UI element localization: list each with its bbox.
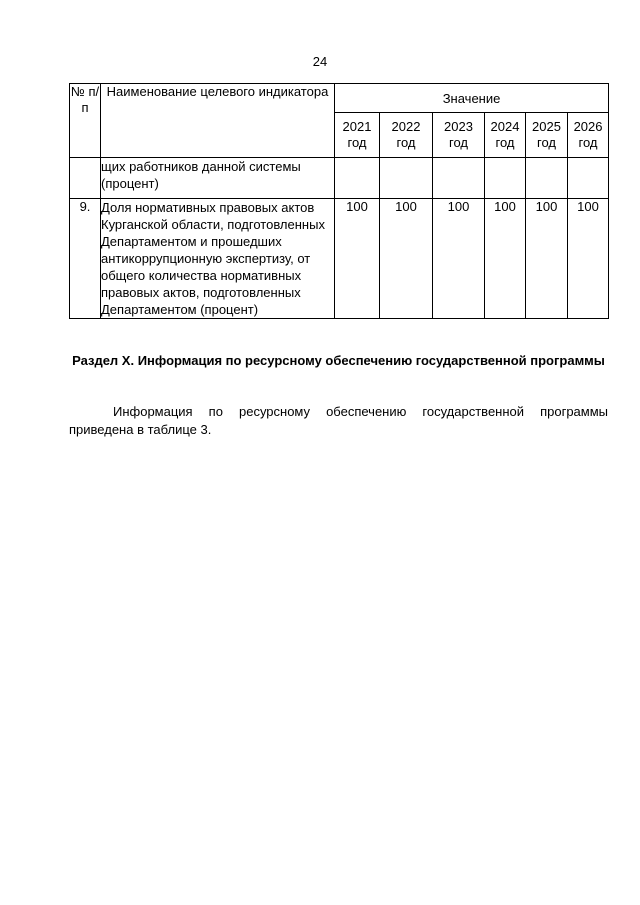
indicators-table: [69, 83, 609, 319]
value-cell: [568, 158, 609, 199]
value-cell: [485, 158, 526, 199]
value-cell: [335, 158, 380, 199]
row-number-cell: [70, 158, 101, 199]
value-cell: [526, 158, 568, 199]
year-unit: год: [578, 135, 598, 150]
year-number: 2026: [573, 119, 603, 134]
year-number: 2025: [532, 119, 561, 134]
column-header-indicator-name: Наименование целевого индикатора: [101, 84, 335, 158]
column-header-year: [485, 113, 526, 158]
year-number: 2022: [391, 119, 421, 134]
column-header-year: [526, 113, 568, 158]
column-header-year: [433, 113, 485, 158]
year-unit: год: [347, 135, 367, 150]
value-cell: [380, 158, 433, 199]
value-cell: 100: [485, 199, 526, 319]
table-header-row: [70, 84, 609, 113]
value-cell: 100: [335, 199, 380, 319]
column-header-year: [335, 113, 380, 158]
column-header-year: [380, 113, 433, 158]
value-cell: [433, 158, 485, 199]
year-number: 2023: [444, 119, 473, 134]
year-unit: год: [537, 135, 556, 150]
year-number: 2024: [490, 119, 520, 134]
section-heading: Раздел X. Информация по ресурсному обеспечению государственной программы: [72, 353, 605, 368]
year-unit: год: [495, 135, 515, 150]
column-header-number: № п/п: [70, 84, 101, 158]
row-number-cell: 9.: [70, 199, 101, 319]
body-paragraph: Информация по ресурсному обеспечению государственной программы приведена в таблице 3.: [69, 404, 608, 437]
year-unit: год: [396, 135, 416, 150]
value-cell: 100: [380, 199, 433, 319]
column-header-value: Значение: [335, 84, 609, 113]
value-cell: 100: [433, 199, 485, 319]
page-number: 24: [312, 54, 328, 69]
table-row-continuation: [70, 158, 609, 199]
table-row-9: [70, 199, 609, 319]
year-number: 2021: [342, 119, 372, 134]
indicator-name-cell: щих работников данной системы (процент): [101, 158, 335, 199]
column-header-year: [568, 113, 609, 158]
value-cell: 100: [526, 199, 568, 319]
value-cell: 100: [568, 199, 609, 319]
indicator-name-cell: Доля нормативных правовых актов Курганской области, подготовленных Департаментом и прошедших антикоррупционную экспертизу, от общего количества нормативных правовых актов, подготовленных Департаментом (процент): [101, 199, 335, 319]
year-unit: год: [449, 135, 468, 150]
